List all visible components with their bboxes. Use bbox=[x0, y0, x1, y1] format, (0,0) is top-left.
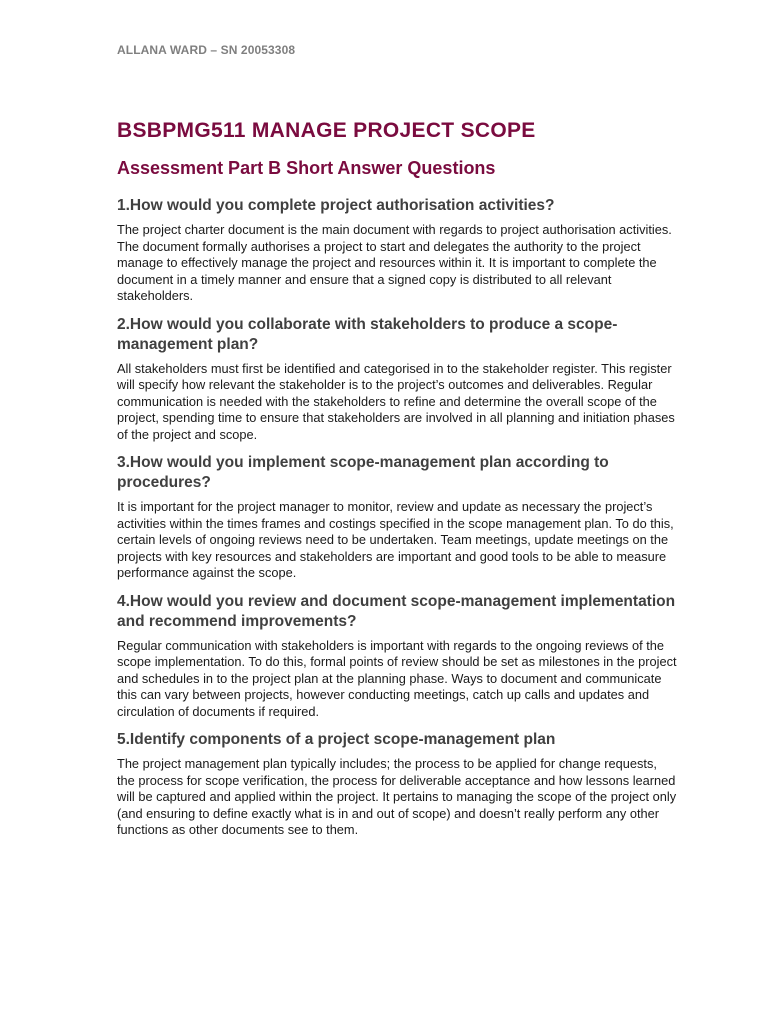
question-5: 5.Identify components of a project scope-management plan bbox=[117, 731, 556, 748]
qa-item-3 bbox=[117, 453, 677, 582]
question-2: 2.How would you collaborate with stakeholders to produce a scope-management plan? bbox=[117, 315, 618, 353]
question-3: 3.How would you implement scope-management plan according to procedures? bbox=[117, 454, 609, 491]
qa-item-4 bbox=[117, 592, 677, 721]
answer-1: The project charter document is the main document with regards to project authorisation activities. The document formally authorises a project to start and delegates the authority to the project manage to effectively manage the project and resources within it. It is important to complete the document in a timely manner and ensure that a signed copy is distributed to all relevant stakeholders. bbox=[117, 222, 672, 303]
qa-content bbox=[117, 196, 677, 839]
answer-2: All stakeholders must first be identified and categorised in to the stakeholder register. This register will specify how relevant the stakeholder is to the project’s outcomes and deliverables. Regular communication is needed with the stakeholders to refine and determine the overall scope of the project, spending time to ensure that stakeholders are involved in all planning and initiation phases of the project and scope. bbox=[117, 360, 675, 442]
question-1: 1.How would you complete project authorisation activities? bbox=[117, 197, 555, 214]
document-subtitle: Assessment Part B Short Answer Questions bbox=[117, 158, 496, 178]
qa-item-1 bbox=[117, 196, 677, 305]
document-title: BSBPMG511 MANAGE PROJECT SCOPE bbox=[117, 119, 536, 142]
question-4: 4.How would you review and document scope-management implementation and recommend improvements? bbox=[117, 592, 676, 630]
author-header: ALLANA WARD – SN 20053308 bbox=[117, 43, 296, 57]
answer-4: Regular communication with stakeholders is important with regards to the ongoing reviews of the scope implementation. To do this, formal points of review should be set as milestones in the project and schedules in to the project plan at the planning phase. Ways to document and communicate this can vary between projects, however conducting meetings, catch up calls and updates and circulation of documents if required. bbox=[117, 637, 677, 719]
answer-5: The project management plan typically includes; the process to be applied for change requests, the process for scope verification, the process for deliverable acceptance and how lessons learned will be captured and applied within the project. It pertains to managing the scope of the project only (and ensuring to define exactly what is in and out of scope) and doesn’t really perform any other functions as other documents see to them. bbox=[117, 756, 677, 837]
qa-item-2 bbox=[117, 315, 677, 444]
qa-item-5 bbox=[117, 730, 677, 839]
answer-3: It is important for the project manager to monitor, review and update as necessary the project’s activities within the times frames and costings specified in the scope management plan. To do this, certain levels of ongoing reviews need to be undertaken. Team meetings, update meetings on the projects with key resources and stakeholders are important and good tools to be able to measure performance against the scope. bbox=[117, 499, 674, 580]
